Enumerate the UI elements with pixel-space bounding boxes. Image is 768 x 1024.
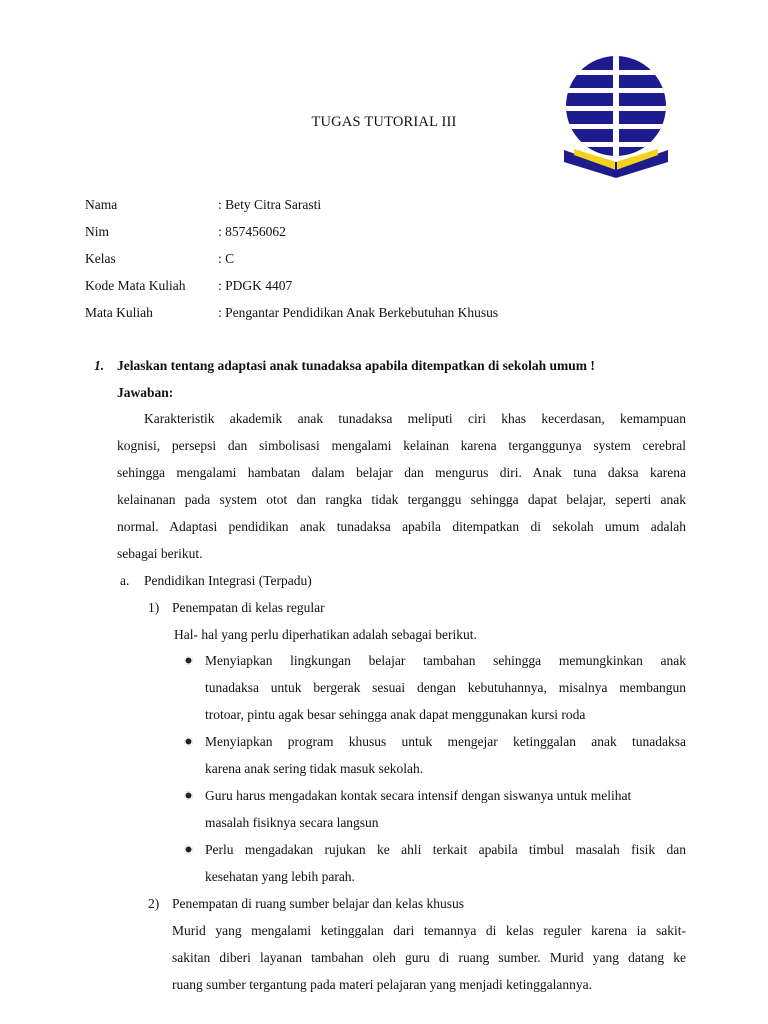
bullet-line: Guru harus mengadakan kontak secara intensif dengan siswanya untuk melihat [205, 788, 632, 803]
section-title: Pendidikan Integrasi (Terpadu) [144, 573, 312, 588]
bullet-line: tunadaksa untuk bergerak sesuai dengan kebutuhannya, misalnya membangun [205, 680, 686, 695]
answer-label: Jawaban: [117, 385, 174, 400]
paragraph-line: Karakteristik akademik anak tunadaksa meliputi ciri khas kecerdasan, kemampuan [144, 411, 686, 426]
item-marker: 2) [148, 896, 160, 911]
info-label: Mata Kuliah [85, 305, 153, 320]
info-value: : Bety Citra Sarasti [218, 197, 322, 212]
paragraph-line: kelainanan pada system otot dan rangka tidak terganggu sehingga dapat belajar, seperti anak [117, 492, 686, 507]
info-row-kelas [85, 249, 498, 276]
info-label: Nama [85, 197, 118, 212]
item-title: Penempatan di ruang sumber belajar dan kelas khusus [172, 896, 465, 911]
paragraph-line: kognisi, persepsi dan simbolisasi mengalami kelainan karena terganggunya system cerebral [117, 438, 686, 453]
info-value: : C [218, 251, 235, 266]
info-value: : Pengantar Pendidikan Anak Berkebutuhan Khusus [218, 305, 499, 320]
info-row-kode [85, 276, 498, 303]
bullet-line: Menyiapkan program khusus untuk mengejar ketinggalan anak tunadaksa [205, 734, 686, 749]
info-value: : 857456062 [218, 224, 286, 239]
info-row-matakuliah [85, 303, 498, 330]
paragraph-line: sehingga mengalami hambatan dalam belajar dan mengurus diri. Anak tuna daksa karena [117, 465, 686, 480]
item-marker: 1) [148, 600, 160, 615]
student-info [85, 195, 498, 330]
item-line: sakitan diberi layanan tambahan oleh guru di ruang sumber. Murid yang datang ke [172, 950, 686, 965]
page-title: TUGAS TUTORIAL III [311, 114, 457, 130]
info-label: Nim [85, 224, 110, 239]
info-row-name [85, 195, 498, 222]
item-title: Penempatan di kelas regular [172, 600, 325, 615]
bullet-icon [184, 845, 193, 854]
info-row-nim [85, 222, 498, 249]
bullet-line: masalah fisiknya secara langsun [205, 815, 379, 830]
info-label: Kode Mata Kuliah [85, 278, 186, 293]
info-value: : PDGK 4407 [218, 278, 293, 293]
bullet-line: karena anak sering tidak masuk sekolah. [205, 761, 424, 776]
bullet-line: trotoar, pintu agak besar sehingga anak dapat menggunakan kursi roda [205, 707, 586, 722]
item-line: Murid yang mengalami ketinggalan dari temannya di kelas reguler karena ia sakit- [172, 923, 686, 938]
bullet-line: Menyiapkan lingkungan belajar tambahan sehingga memungkinkan anak [205, 653, 686, 668]
question-text: Jelaskan tentang adaptasi anak tunadaksa apabila ditempatkan di sekolah umum ! [117, 358, 595, 373]
question-number: 1. [94, 358, 105, 373]
bullet-icon [184, 656, 193, 665]
bullet-line: kesehatan yang lebih parah. [205, 869, 355, 884]
bullet-line: Perlu mengadakan rujukan ke ahli terkait apabila timbul masalah fisik dan [205, 842, 686, 857]
paragraph-line: normal. Adaptasi pendidikan anak tunadaksa apabila ditempatkan di sekolah umum adalah [117, 519, 686, 534]
item-line: ruang sumber tergantung pada materi pelajaran yang menjadi ketinggalannya. [172, 977, 592, 992]
paragraph-line: sebagai berikut. [117, 546, 203, 561]
bullet-icon [184, 737, 193, 746]
item-intro: Hal- hal yang perlu diperhatikan adalah sebagai berikut. [174, 627, 477, 642]
info-label: Kelas [85, 251, 116, 266]
bullet-icon [184, 791, 193, 800]
section-marker: a. [120, 573, 130, 588]
